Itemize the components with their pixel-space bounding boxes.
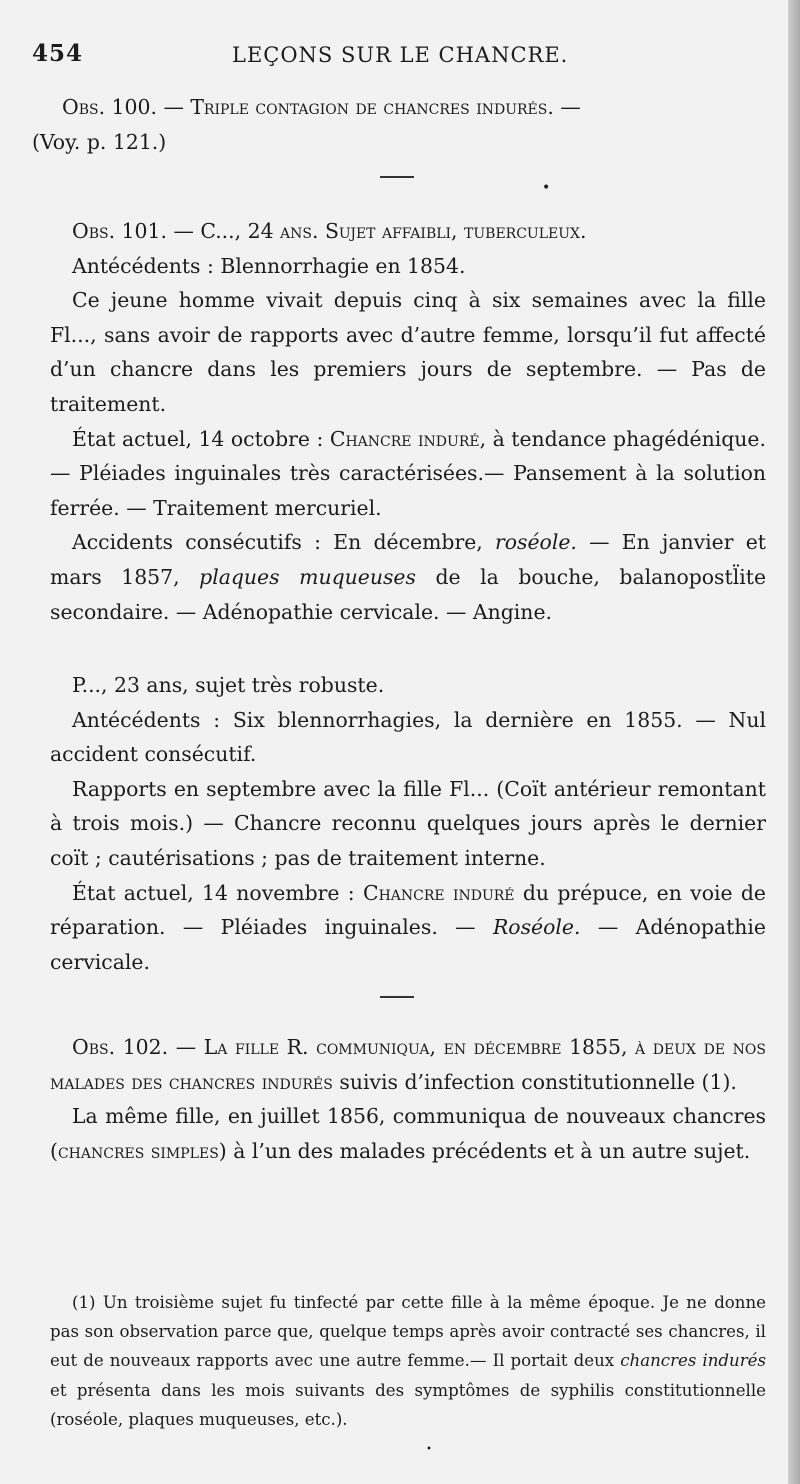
case-p-antecedents: Antécédents : Six blennorrhagies, la dernière en 1855. — Nul accident consécutif. bbox=[50, 707, 766, 767]
obs-101-antecedents: Antécédents : Blennorrhagie en 1854. bbox=[72, 253, 466, 278]
section-rule-2 bbox=[380, 996, 414, 998]
case-p-lead: P..., 23 ans, sujet très robuste. bbox=[72, 673, 385, 697]
case-p-paragraph-2: État actuel, 14 novembre : Chancre induré du prépuce, en voie de réparation. — Pléiades inguinales. — Roséole. — Adénopathie cervicale. bbox=[50, 880, 766, 974]
obs-100-ref: (Voy. p. 121.) bbox=[32, 129, 167, 154]
obs-102-paragraph-2: La même fille, en juillet 1856, communiqua de nouveaux chancres (chancres simples) à l’un des malades précédents et à un autre sujet. bbox=[50, 1104, 766, 1163]
obs-100 bbox=[32, 90, 766, 159]
page-header bbox=[32, 40, 772, 80]
page-edge bbox=[788, 0, 800, 1484]
stray-dot: • bbox=[542, 180, 551, 196]
footnote-text: (1) Un troisième sujet fu tinfecté par cette fille à la même époque. Je ne donne pas son observation parce que, quelque temps après avoir contracté ses chancres, il eut de nouveaux rapports avec une autre femme.— Il portait deux chancres indurés et présenta dans les mois suivants des symptômes de syphilis constitutionnelle (roséole, plaques muqueuses, etc.). bbox=[50, 1293, 767, 1429]
case-p-paragraph-1: Rapports en septembre avec la fille Fl... (Coït antérieur remontant à trois mois.) — Chancre reconnu quelques jours après le dernier coït ; cautérisations ; pas de traitement interne. bbox=[50, 776, 766, 870]
obs-102-paragraph-1: Obs. 102. — La fille R. communiqua, en décembre 1855, à deux de nos malades des chancres indurés suivis d’infection constitutionnelle (1). bbox=[50, 1035, 766, 1094]
obs-102 bbox=[50, 1030, 766, 1168]
obs-101 bbox=[50, 214, 766, 629]
case-p bbox=[50, 668, 766, 979]
section-rule-1 bbox=[380, 176, 414, 178]
obs-101-paragraph-1: Ce jeune homme vivait depuis cinq à six semaines avec la fille Fl..., sans avoir de rapports avec d’autre femme, lorsqu’il fut affecté d’un chancre dans les premiers jours de septembre. — Pas de traitement. bbox=[50, 288, 766, 416]
page-number: 454 bbox=[32, 40, 84, 67]
running-title: LEÇONS SUR LE CHANCRE. bbox=[232, 43, 569, 67]
obs-100-lead: Obs. 100. — Triple contagion de chancres indurés. — bbox=[62, 95, 581, 119]
obs-101-lead: Obs. 101. — C..., 24 ans. Sujet affaibli, tuberculeux. bbox=[72, 219, 587, 243]
footnote bbox=[50, 1288, 766, 1434]
obs-101-paragraph-3: Accidents consécutifs : En décembre, roséole. — En janvier et mars 1857, plaques muqueuses de la bouche, balanopostl̈ite secondaire. — Adénopathie cervicale. — Angine. bbox=[50, 530, 767, 624]
bottom-mark: • bbox=[426, 1444, 432, 1455]
obs-101-paragraph-2: État actuel, 14 octobre : Chancre induré, à tendance phagédénique. — Pléiades inguinales très caractérisées.— Pansement à la solution ferrée. — Traitement mercuriel. bbox=[50, 426, 766, 520]
